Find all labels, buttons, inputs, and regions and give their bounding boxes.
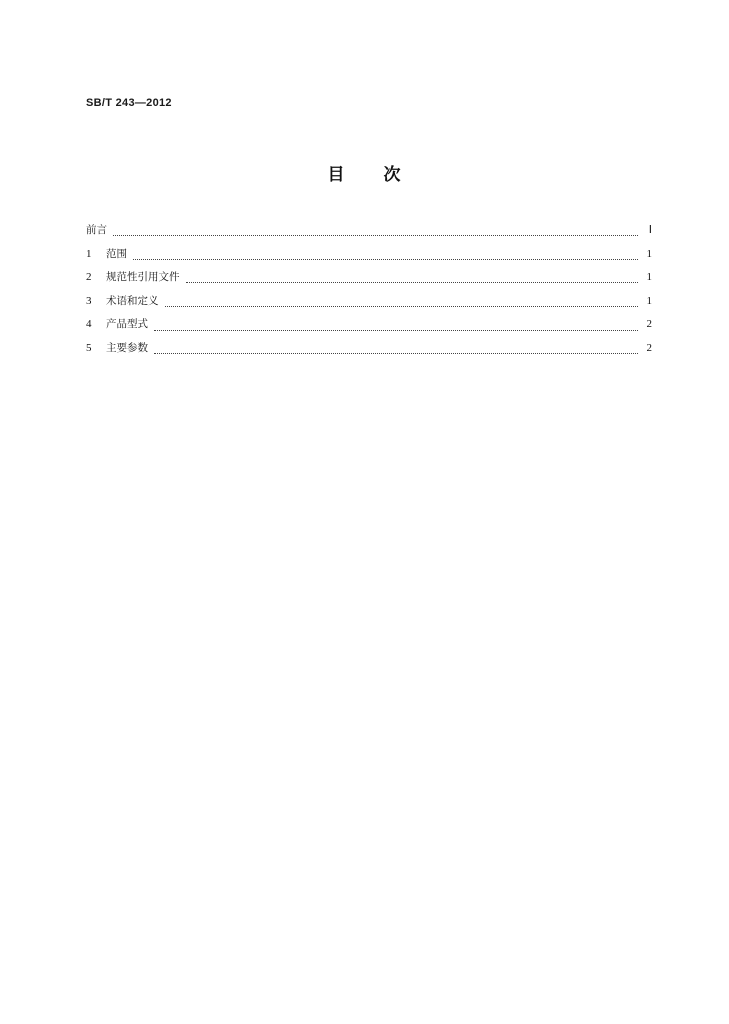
toc-entry-page: Ⅰ [648, 224, 652, 236]
toc-leader-dots [133, 259, 638, 260]
toc-entry-product-types[interactable] [86, 316, 652, 340]
toc-leader-dots [186, 282, 639, 283]
toc-entry-label: 规范性引用文件 [106, 271, 180, 284]
toc-entry-label: 主要参数 [106, 341, 148, 354]
toc-entry-number: 1 [86, 247, 92, 260]
toc-entry-terms-definitions[interactable] [86, 293, 652, 317]
toc-entry-label: 前言 [86, 224, 107, 236]
toc-entry-number: 2 [86, 271, 92, 284]
toc-entry-foreword[interactable] [86, 222, 652, 246]
toc-entry-number: 4 [86, 318, 92, 331]
toc-entry-page: 2 [646, 318, 652, 331]
toc-entry-label: 范围 [106, 247, 127, 260]
page-title [0, 160, 729, 185]
page-title-part2: 次 [383, 165, 402, 185]
toc-entry-label: 术语和定义 [106, 294, 159, 307]
toc-entry-main-parameters[interactable] [86, 340, 652, 364]
toc-entry-page: 1 [646, 271, 652, 284]
toc-entry-label: 产品型式 [106, 318, 148, 331]
page-title-part1: 目 [327, 165, 346, 185]
toc-entry-page: 1 [646, 247, 652, 260]
toc-entry-number: 3 [86, 294, 92, 307]
toc-leader-dots [113, 235, 638, 236]
toc-leader-dots [154, 330, 638, 331]
toc-entry-number: 5 [86, 341, 92, 354]
toc-leader-dots [165, 306, 639, 307]
standard-code: SB/T 243—2012 [86, 97, 172, 109]
toc-entry-page: 2 [646, 341, 652, 354]
toc-entry-normative-references[interactable] [86, 269, 652, 293]
toc-leader-dots [154, 353, 638, 354]
toc-entry-page: 1 [646, 294, 652, 307]
toc-entry-scope[interactable] [86, 246, 652, 270]
table-of-contents [86, 222, 652, 364]
